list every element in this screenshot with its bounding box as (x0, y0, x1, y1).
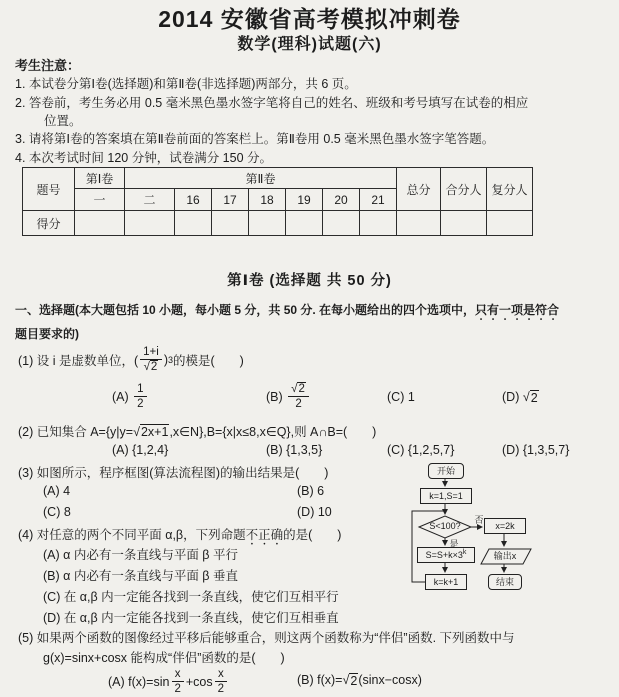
score-table-total: 总分 (397, 168, 441, 211)
score-table-q-label: 题号 (23, 168, 75, 211)
q5-option-b-pre: (B) f(x)= (297, 673, 343, 687)
score-table-adder: 合分人 (441, 168, 487, 211)
frac-num: x (172, 668, 184, 682)
q1-frac-den (141, 360, 162, 374)
flowchart-x-assign-node: x=2k (484, 518, 526, 534)
score-table-part2: 第Ⅱ卷 (125, 168, 397, 189)
q4-option-a: (A) α 内必有一条直线与平面 β 平行 (43, 548, 238, 562)
notice-item-2-wrap: 位置。 (44, 114, 82, 128)
frac-den: 2 (217, 683, 225, 695)
score-col-18: 18 (249, 189, 286, 211)
score-cell (323, 211, 360, 236)
notice-item-4: 4. 本次考试时间 120 分钟，试卷满分 150 分。 (15, 151, 273, 165)
radicand: 2 (350, 673, 358, 688)
q2-option-b: (B) {1,3,5} (266, 443, 323, 457)
score-table-grid (22, 167, 533, 236)
score-cell (212, 211, 249, 236)
section-intro-a: 一、选择题(本大题包括 10 小题，每小题 5 分，共 50 分. 在每小题给出的四个选项中， (15, 303, 476, 317)
radicand: 2 (298, 382, 305, 395)
score-cell (75, 211, 125, 236)
q4-stem-emphasized: 不正确 (245, 528, 284, 542)
score-col-1: 一 (75, 189, 125, 211)
frac-den: 2 (295, 398, 302, 410)
score-cell (125, 211, 175, 236)
frac-num: x (215, 668, 227, 682)
radical-sign: √ (133, 425, 140, 439)
q1-option-c-text: (C) 1 (387, 390, 415, 404)
radicand: 2 (530, 390, 538, 405)
score-cell (441, 211, 487, 236)
score-col-16: 16 (175, 189, 212, 211)
flowchart-output-label: 输出x (493, 551, 517, 561)
flowchart (403, 455, 619, 595)
flowchart-start-node: 开始 (428, 463, 464, 479)
question-5-stem-line1: (5) 如果两个函数的图像经过平移后能够重合，则这两个函数称为“伴侣”函数. 下列函数中与 (18, 631, 515, 645)
q4-option-d: (D) 在 α,β 内一定能各找到一条直线，使它们互相垂直 (43, 611, 339, 625)
section-intro-emphasized: 只有一项是符合 (475, 303, 560, 317)
q4-option-b: (B) α 内必有一条直线与平面 β 垂直 (43, 569, 238, 583)
question-3-stem: (3) 如图所示，程序框图(算法流程图)的输出结果是( ) (18, 466, 329, 480)
q5-option-a-pre: (A) f(x)=sin (108, 675, 170, 689)
page-title: 2014 安徽省高考模拟冲刺卷 (158, 6, 461, 32)
q1-option-c (387, 383, 415, 411)
frac-num (288, 383, 309, 397)
score-cell (286, 211, 323, 236)
q5-option-b (297, 667, 422, 693)
q3-option-a: (A) 4 (43, 484, 71, 498)
radical-sign: √ (522, 390, 530, 404)
q1-option-b-fraction (288, 383, 309, 411)
score-cell (397, 211, 441, 236)
q5-option-a-frac2 (215, 668, 227, 696)
q2-option-c: (C) {1,2,5,7} (387, 443, 455, 457)
score-col-2: 二 (125, 189, 175, 211)
q1-close-paren: ) (163, 353, 168, 367)
flowchart-end-node: 结束 (488, 574, 522, 590)
score-cell (249, 211, 286, 236)
q1-option-d-label: (D) (502, 390, 520, 404)
q4-option-c: (C) 在 α,β 内一定能各找到一条直线，使它们互相平行 (43, 590, 339, 604)
q1-stem-pre: (1) 设 i 是虚数单位，( (18, 354, 139, 368)
radical-sign: √ (342, 673, 350, 687)
q2-option-d: (D) {1,3,5,7} (502, 443, 570, 457)
notice-item-1: 1. 本试卷分第Ⅰ卷(选择题)和第Ⅱ卷(非选择题)两部分，共 6 页。 (15, 77, 357, 91)
flowchart-increment-node: k=k+1 (425, 574, 467, 590)
score-col-20: 20 (323, 189, 360, 211)
q3-option-c: (C) 8 (43, 505, 71, 519)
q5-option-a-mid: +cos (185, 675, 213, 689)
flowchart-yes-label: 是 (449, 539, 459, 549)
q1-option-a-fraction (134, 383, 146, 411)
q5-option-a (108, 667, 229, 697)
radicand: 2x+1 (140, 425, 169, 439)
q3-option-d: (D) 10 (297, 505, 332, 519)
score-col-19: 19 (286, 189, 323, 211)
score-table (22, 167, 533, 236)
accum-exponent: k (462, 549, 467, 556)
radical-sign: √ (291, 382, 298, 395)
score-row-label: 得分 (23, 211, 75, 236)
page-subtitle: 数学(理科)试题(六) (237, 36, 382, 53)
section-heading: 第Ⅰ卷 (选择题 共 50 分) (227, 273, 392, 289)
score-table-checker: 复分人 (487, 168, 533, 211)
score-col-21: 21 (360, 189, 397, 211)
q1-frac-num: 1+i (140, 346, 162, 360)
q4-stem-pre: (4) 对任意的两个不同平面 α,β，下列命题 (18, 528, 246, 542)
q4-stem-post: 的是( ) (283, 528, 342, 542)
frac-den: 2 (137, 398, 144, 410)
q1-option-d (502, 383, 539, 411)
flowchart-no-label: 否 (474, 515, 484, 525)
q2-stem-pre: (2) 已知集合 A={y|y= (18, 425, 134, 439)
question-5-stem-line2: g(x)=sinx+cosx 能构成“伴侣”函数的是( ) (43, 651, 285, 665)
q1-option-a-label: (A) (112, 390, 129, 404)
q5-option-b-post: (sinx−cosx) (358, 673, 422, 687)
question-1-stem: (1) 设 i 是虚数单位，( $\frac{1+i}{√2}$ ) 3 的模是( ) (18, 345, 244, 373)
accum-base: S=S+k×3 (425, 550, 463, 560)
q1-option-b-label: (B) (266, 390, 283, 404)
q5-option-a-frac1 (171, 668, 183, 696)
notice-heading: 考生注意： (15, 58, 81, 73)
frac-num: 1 (134, 383, 146, 397)
q1-fraction (140, 346, 162, 374)
score-cell (360, 211, 397, 236)
notice-item-2: 2. 答卷前，考生务必用 0.5 毫米黑色墨水签字笔将自己的姓名、班级和考号填写在试卷的相应 (15, 96, 529, 110)
frac-den: 2 (174, 683, 181, 695)
radicand: 2 (150, 361, 158, 373)
q2-stem-post: ,x∈N},B={x|x≤8,x∈Q},则 A∩B=( ) (169, 425, 377, 439)
q1-stem-post: 的模是( ) (173, 354, 244, 368)
score-col-17: 17 (212, 189, 249, 211)
q1-option-a (112, 383, 149, 411)
score-table-part1: 第Ⅰ卷 (75, 168, 125, 189)
flowchart-condition-label: S<100? (429, 521, 461, 531)
score-cell (175, 211, 212, 236)
radical-sign: √ (143, 361, 150, 373)
flowchart-init-node: k=1,S=1 (420, 488, 472, 504)
q3-option-b: (B) 6 (297, 484, 325, 498)
score-cell (487, 211, 533, 236)
question-2-stem (18, 422, 376, 440)
section-intro-line2: 题目要求的) (15, 327, 79, 341)
section-intro-line1 (15, 301, 559, 323)
q1-option-b (266, 383, 311, 411)
notice-item-3: 3. 请将第Ⅰ卷的答案填在第Ⅱ卷前面的答案栏上。第Ⅱ卷用 0.5 毫米黑色墨水签字笔答题。 (15, 132, 495, 146)
q2-option-a: (A) {1,2,4} (112, 443, 169, 457)
flowchart-accumulate-node (417, 547, 475, 563)
